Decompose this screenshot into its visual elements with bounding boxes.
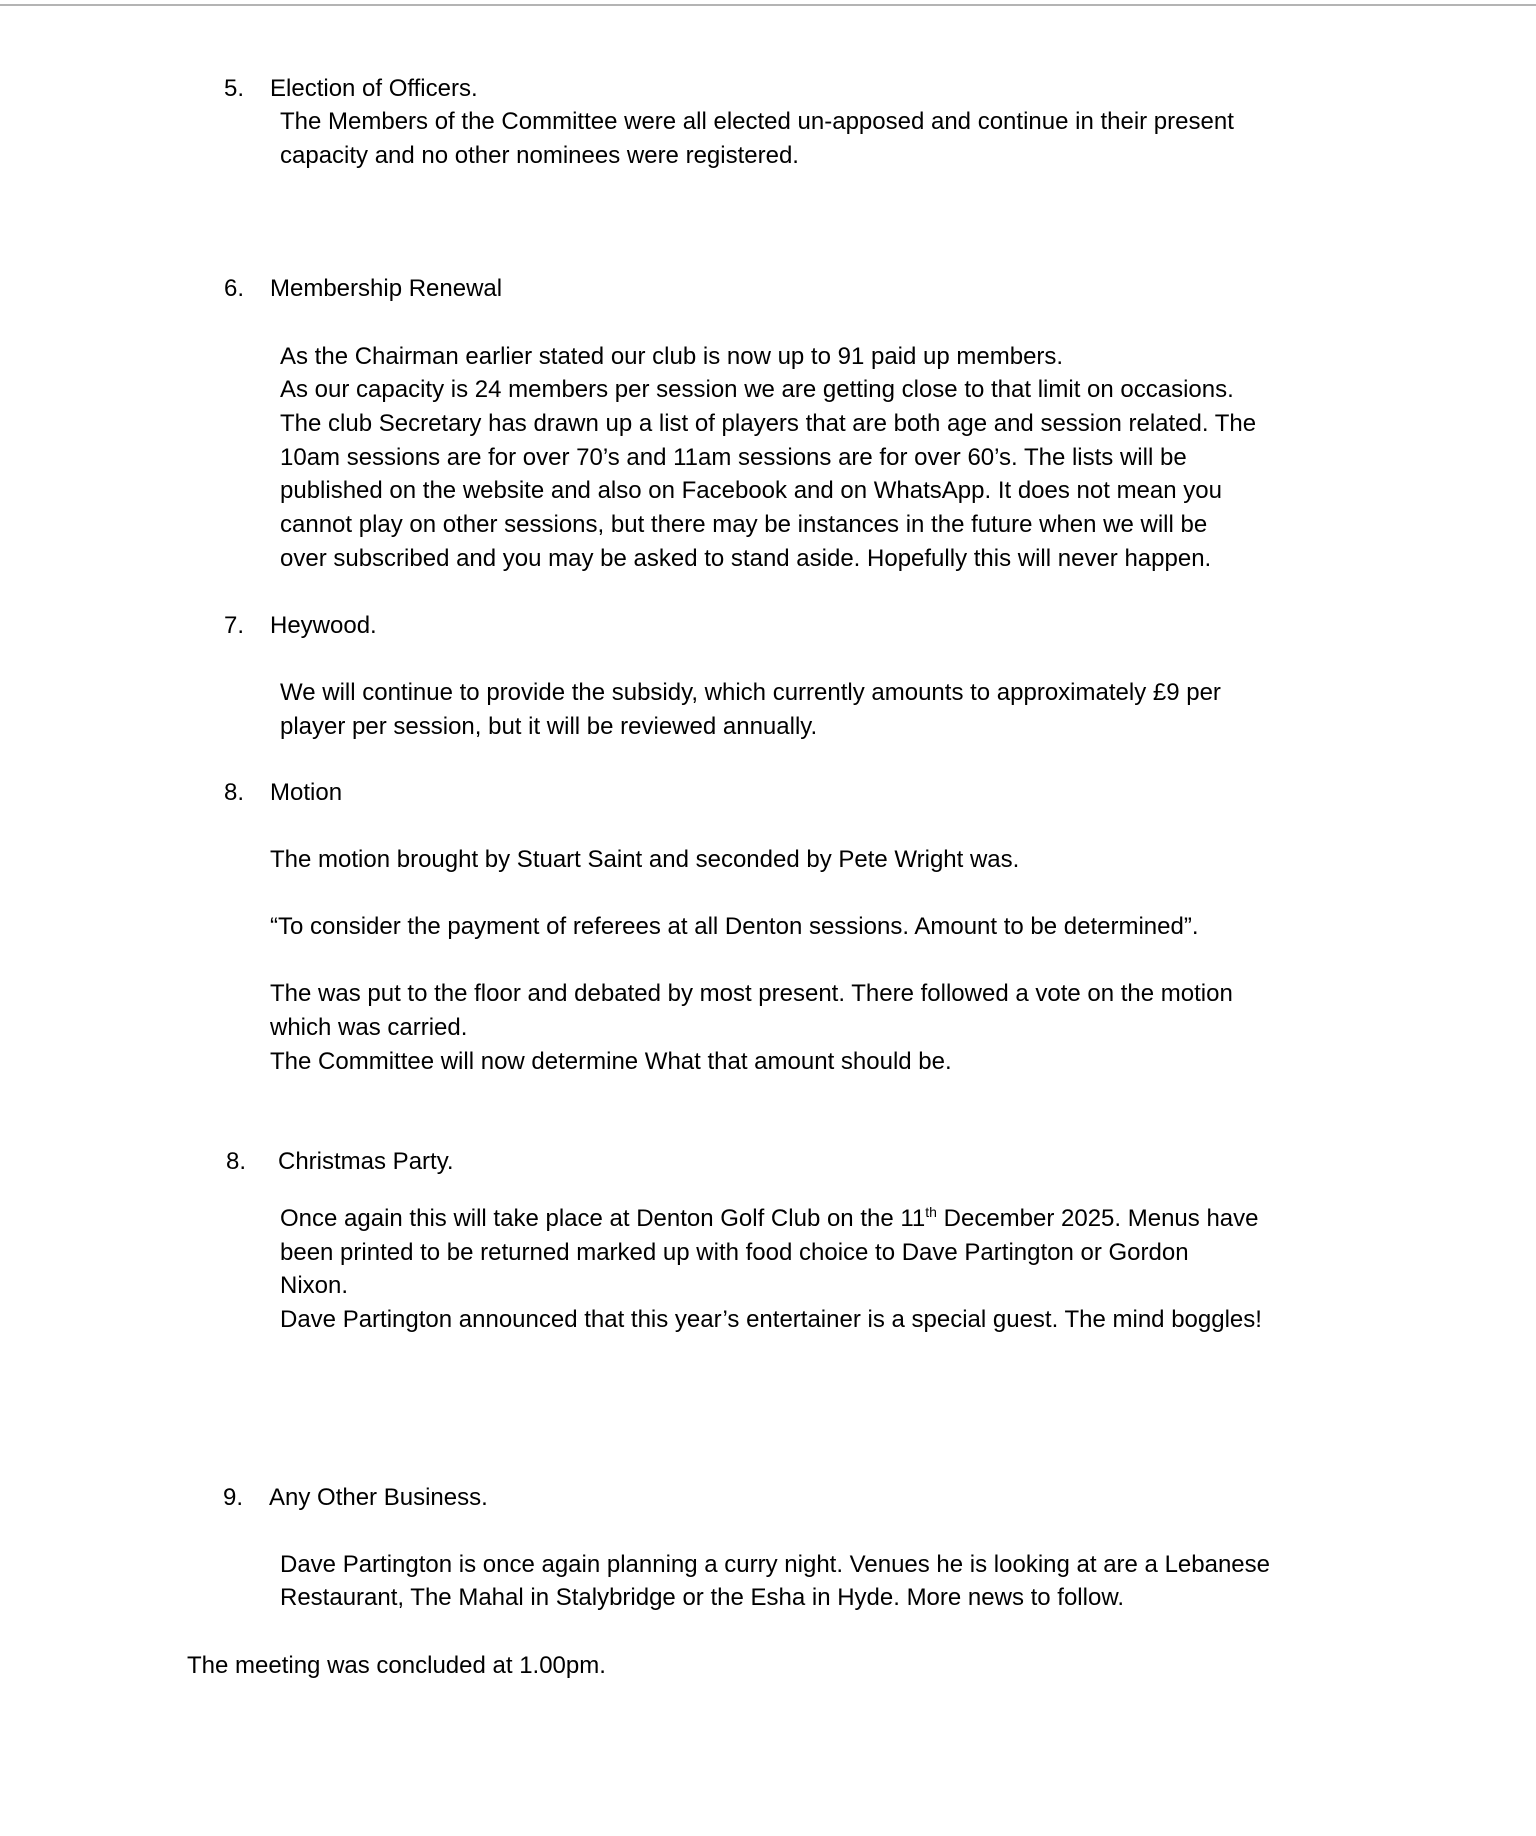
paragraph-line: The Committee will now determine What that amount should be. <box>270 1048 952 1075</box>
meeting-conclusion: The meeting was concluded at 1.00pm. <box>187 1652 606 1679</box>
paragraph-line: The was put to the floor and debated by most present. There followed a vote on the motion <box>270 980 1233 1007</box>
paragraph-line: 10am sessions are for over 70’s and 11am sessions are for over 60’s. The lists will be <box>280 444 1187 471</box>
line-text: December 2025. Menus have <box>936 1205 1259 1232</box>
paragraph-line: which was carried. <box>270 1014 468 1041</box>
paragraph-line: Nixon. <box>280 1272 349 1299</box>
motion-quote: “To consider the payment of referees at all Denton sessions. Amount to be determined”. <box>270 913 1199 940</box>
section-number: 7. <box>224 612 245 639</box>
paragraph-line: The motion brought by Stuart Saint and seconded by Pete Wright was. <box>270 846 1020 873</box>
section-number: 9. <box>223 1484 244 1511</box>
paragraph-line: The Members of the Committee were all elected un-apposed and continue in their present <box>280 108 1234 135</box>
paragraph-line: As our capacity is 24 members per session we are getting close to that limit on occasions. <box>280 376 1234 403</box>
section-heading: Christmas Party. <box>278 1148 454 1175</box>
paragraph-line: player per session, but it will be reviewed annually. <box>280 713 818 740</box>
line-text: Once again this will take place at Denton Golf Club on the 11 <box>280 1205 926 1232</box>
ordinal-superscript: th <box>925 1204 937 1220</box>
paragraph-line: published on the website and also on Facebook and on WhatsApp. It does not mean you <box>280 477 1222 504</box>
section-heading: Membership Renewal <box>270 275 503 302</box>
paragraph-line: capacity and no other nominees were registered. <box>280 142 799 169</box>
section-number: 5. <box>224 75 245 102</box>
paragraph-line: been printed to be returned marked up with food choice to Dave Partington or Gordon <box>280 1239 1189 1266</box>
paragraph-line: As the Chairman earlier stated our club is now up to 91 paid up members. <box>280 343 1064 370</box>
section-number: 8. <box>224 779 245 806</box>
paragraph-line: Dave Partington announced that this year’s entertainer is a special guest. The mind boggles! <box>280 1306 1262 1333</box>
section-number: 6. <box>224 275 245 302</box>
paragraph-line: over subscribed and you may be asked to stand aside. Hopefully this will never happen. <box>280 545 1212 572</box>
paragraph-line: Dave Partington is once again planning a curry night. Venues he is looking at are a Lebanese <box>280 1551 1270 1578</box>
paragraph-line: cannot play on other sessions, but there may be instances in the future when we will be <box>280 511 1208 538</box>
section-heading: Election of Officers. <box>270 75 478 102</box>
section-heading: Heywood. <box>270 612 377 639</box>
paragraph-line: We will continue to provide the subsidy, which currently amounts to approximately £9 per <box>280 679 1221 706</box>
section-heading: Motion <box>270 779 343 806</box>
paragraph-line <box>280 1204 1259 1232</box>
paragraph-line: The club Secretary has drawn up a list of players that are both age and session related. The <box>280 410 1257 437</box>
paragraph-line: Restaurant, The Mahal in Stalybridge or the Esha in Hyde. More news to follow. <box>280 1584 1124 1611</box>
section-heading: Any Other Business. <box>269 1484 488 1511</box>
section-number: 8. <box>226 1148 247 1175</box>
